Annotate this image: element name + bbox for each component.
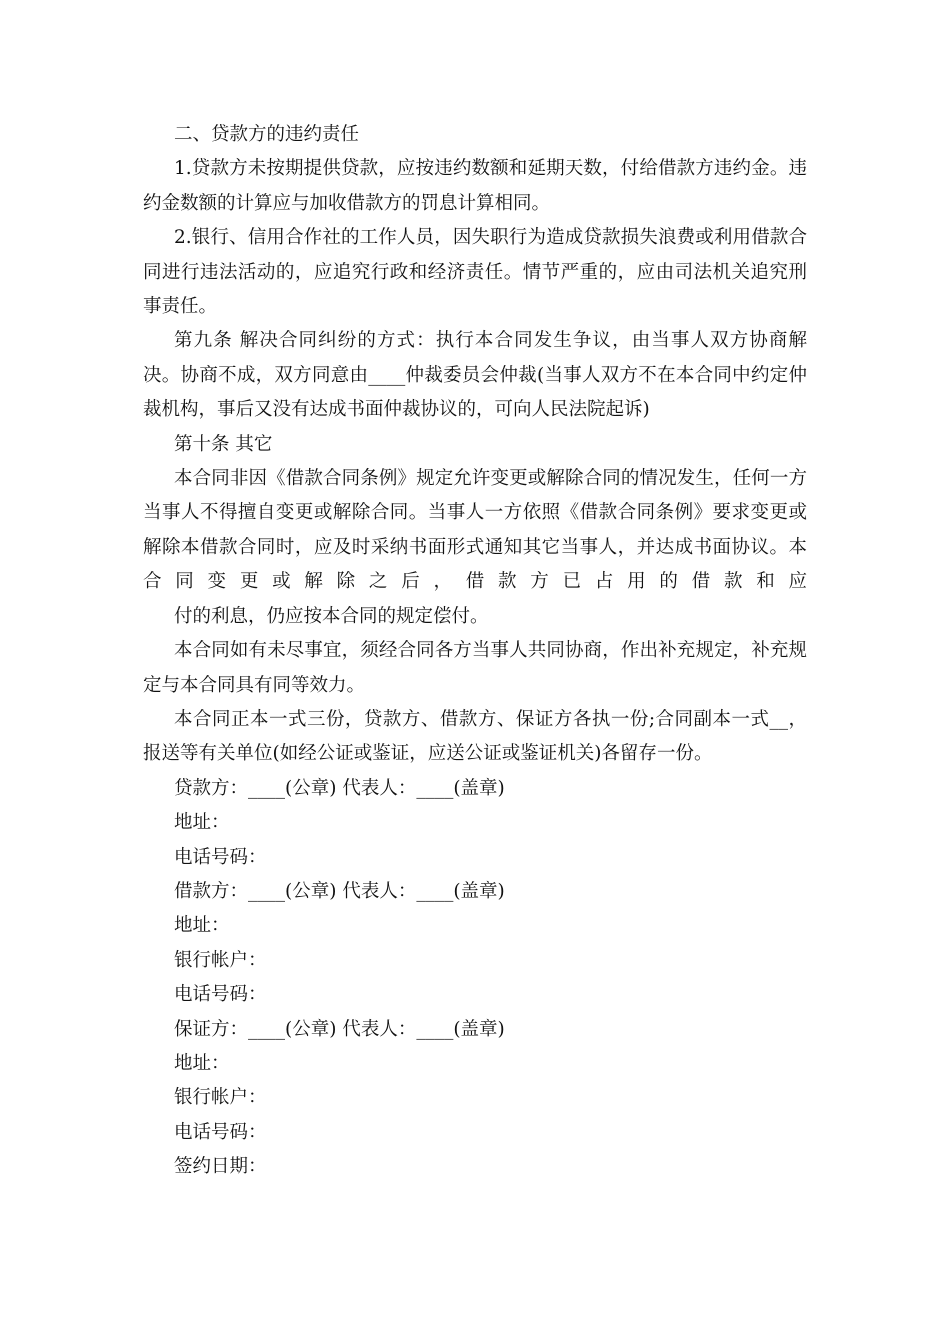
clause-supplementary-provisions: 本合同如有未尽事宜，须经合同各方当事人共同协商，作出补充规定，补充规定与本合同具有同等效力。 [143,640,807,696]
borrower-bank-account: 银行帐户： [174,949,267,971]
article-9-dispute-resolution: 第九条 解决合同纠纷的方式：执行本合同发生争议，由当事人双方协商解决。协商不成，双方同意由____仲裁委员会仲裁(当事人双方不在本合同中约定仲裁机构，事后又没有达成书面仲裁协议的，可向人民法院起诉) [143,330,807,421]
lender-address: 地址： [174,812,230,834]
guarantor-bank-account: 银行帐户： [174,1087,267,1109]
signature-borrower: 借款方：____(公章) 代表人：____(盖章) [174,880,505,902]
article-10-heading: 第十条 其它 [174,433,273,455]
lender-phone: 电话号码： [174,846,267,868]
sign-date: 签约日期： [174,1156,267,1178]
guarantor-phone: 电话号码： [174,1121,267,1143]
clause-staff-liability: 2.银行、信用合作社的工作人员，因失职行为造成贷款损失浪费或利用借款合同进行违法活动的，应追究行政和经济责任。情节严重的，应由司法机关追究刑事责任。 [143,227,807,318]
clause-lender-late-loan: 1.贷款方未按期提供贷款，应按违约数额和延期天数，付给借款方违约金。违约金数额的计算应与加收借款方的罚息计算相同。 [143,158,807,214]
borrower-address: 地址： [174,915,230,937]
clause-copies: 本合同正本一式三份，贷款方、借款方、保证方各执一份;合同副本一式__，报送等有关单位(如经公证或鉴证，应送公证或鉴证机关)各留存一份。 [143,708,807,765]
clause-contract-modification: 本合同非因《借款合同条例》规定允许变更或解除合同的情况发生，任何一方当事人不得擅自变更或解除合同。当事人一方依照《借款合同条例》要求变更或解除本借款合同时，应及时采纳书面形式通知其它当事人，并达成书面协议。本合同变更或解除之后，借款方已占用的借款和应 [143,468,807,593]
guarantor-address: 地址： [174,1052,230,1074]
clause-interest-repayment: 付的利息，仍应按本合同的规定偿付。 [174,605,489,627]
section-heading-lender-liability: 二、贷款方的违约责任 [174,124,360,145]
document-body [143,118,807,1185]
signature-guarantor: 保证方：____(公章) 代表人：____(盖章) [174,1018,505,1040]
signature-lender: 贷款方：____(公章) 代表人：____(盖章) [174,777,505,799]
borrower-phone: 电话号码： [174,984,267,1006]
